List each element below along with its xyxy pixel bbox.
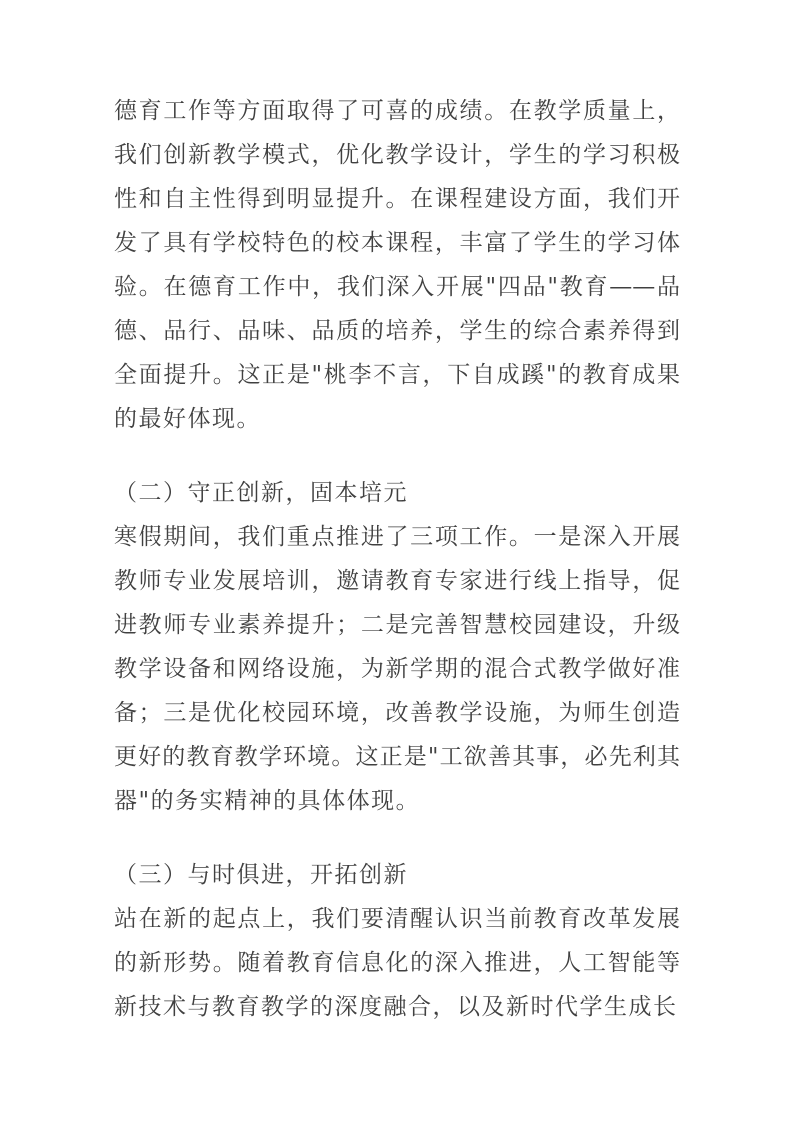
text-line: 验。在德育工作中，我们深入开展"四品"教育——品	[114, 274, 680, 300]
text-line: 的新形势。随着教育信息化的深入推进，人工智能等	[114, 950, 680, 976]
text-line: 发了具有学校特色的校本课程，丰富了学生的学习体	[114, 230, 680, 256]
text-line: 教师专业发展培训，邀请教育专家进行线上指导，促	[114, 568, 680, 594]
text-line: 寒假期间，我们重点推进了三项工作。一是深入开展	[114, 524, 680, 550]
text-line: 德、品行、品味、品质的培养，学生的综合素养得到	[114, 318, 680, 344]
section-heading: （二）守正创新，固本培元	[114, 480, 408, 506]
section-heading: （三）与时俱进，开拓创新	[114, 862, 408, 888]
text-line: 站在新的起点上，我们要清醒认识当前教育改革发展	[114, 906, 680, 932]
text-line: 器"的务实精神的具体体现。	[114, 788, 421, 814]
text-line: 德育工作等方面取得了可喜的成绩。在教学质量上，	[114, 98, 680, 124]
text-line: 教学设备和网络设施，为新学期的混合式教学做好准	[114, 656, 680, 682]
document-content	[114, 89, 680, 1029]
text-line: 备；三是优化校园环境，改善教学设施，为师生创造	[114, 700, 680, 726]
paragraph-spacer	[114, 441, 680, 471]
text-line: 性和自主性得到明显提升。在课程建设方面，我们开	[114, 186, 680, 212]
text-line: 更好的教育教学环境。这正是"工欲善其事，必先利其	[114, 744, 680, 770]
text-line: 新技术与教育教学的深度融合，以及新时代学生成长	[114, 994, 678, 1020]
text-line: 的最好体现。	[114, 406, 261, 432]
text-line: 进教师专业素养提升；二是完善智慧校园建设，升级	[114, 612, 680, 638]
paragraph-spacer	[114, 823, 680, 853]
text-line: 我们创新教学模式，优化教学设计，学生的学习积极	[114, 142, 680, 168]
text-line: 全面提升。这正是"桃李不言，下自成蹊"的教育成果	[114, 362, 680, 388]
